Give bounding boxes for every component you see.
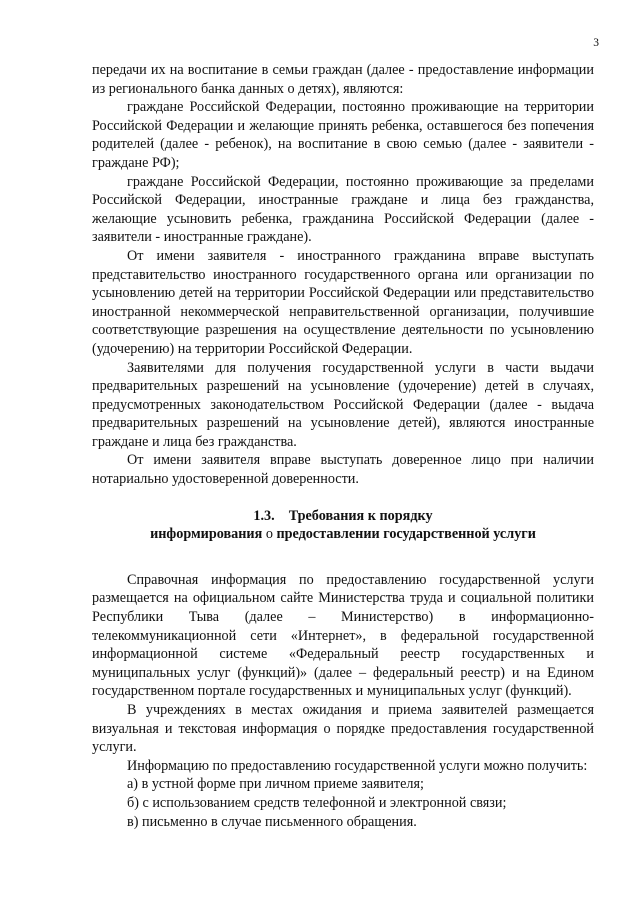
list-item: а) в устной форме при личном приеме заявителя; <box>127 776 424 793</box>
paragraph: Информацию по предоставлению государственной услуги можно получить: <box>127 757 588 774</box>
paragraph: От имени заявителя - иностранного гражданина вправе выступать представительство иностранного государственного органа или организации по усыновлению детей на территории Российской Федерации или представительство иностранной некоммерческой неправительственной организации, получившие соответствующие разрешения на осуществление деятельности по усыновлению (удочерению) на территории Российской Федерации. <box>92 247 594 357</box>
paragraphs-bottom <box>92 571 594 776</box>
section-number: 1.3. <box>253 507 275 524</box>
paragraphs-top <box>92 61 594 489</box>
paragraph: граждане Российской Федерации, постоянно проживающие на территории Российской Федерации и желающие принять ребенка, оставшегося без попечения родителей (далее - ребенок), на воспитание в свою семью (далее - заявители - граждане РФ); <box>92 99 594 171</box>
list-item: б) с использованием средств телефонной и электронной связи; <box>127 794 507 811</box>
section-title-line2-part1: информирования <box>150 526 263 543</box>
section-title-line2-part2: о <box>265 526 273 543</box>
list-item: в) письменно в случае письменного обращения. <box>127 813 417 830</box>
paragraph: передачи их на воспитание в семьи граждан (далее - предоставление информации из регионального банка данных о детях), являются: <box>92 62 594 97</box>
document-body <box>92 61 594 831</box>
paragraph: От имени заявителя вправе выступать доверенное лицо при наличии нотариально удостоверенной доверенности. <box>92 452 594 488</box>
paragraph: граждане Российской Федерации, постоянно проживающие за пределами Российской Федерации, иностранные граждане и лица без гражданства, желающие усыновить ребенка, гражданина Российской Федерации (далее - заявители - иностранные граждане). <box>92 173 594 246</box>
info-channels-list <box>92 775 594 831</box>
paragraph: Заявителями для получения государственной услуги в части выдачи предварительных разрешений на усыновление (удочерение) детей в случаях, предусмотренных законодательством Российской Федерации (далее - выдача предварительных разрешений на усыновление детей), являются иностранные граждане и лица без гражданства. <box>92 359 594 450</box>
section-title-line1: Требования к порядку <box>288 507 433 524</box>
section-title-line2-part3: предоставлении государственной услуги <box>276 526 536 543</box>
paragraph: В учреждениях в местах ожидания и приема заявителей размещается визуальная и текстовая информация о порядке предоставления государственной услуги. <box>92 702 594 756</box>
section-heading <box>92 507 594 544</box>
page-number: 3 <box>593 37 599 49</box>
paragraph: Справочная информация по предоставлению государственной услуги размещается на официальном сайте Министерства труда и социальной политики Республики Тыва (далее – Министерство) в информационно-телекоммуникационной сети «Интернет», в федеральной государственной информационной системе «Федеральный реестр государственных и муниципальных услуг (функций)» (далее – федеральный реестр) и на Едином государственном портале государственных и муниципальных услуг (функций). <box>92 571 594 700</box>
